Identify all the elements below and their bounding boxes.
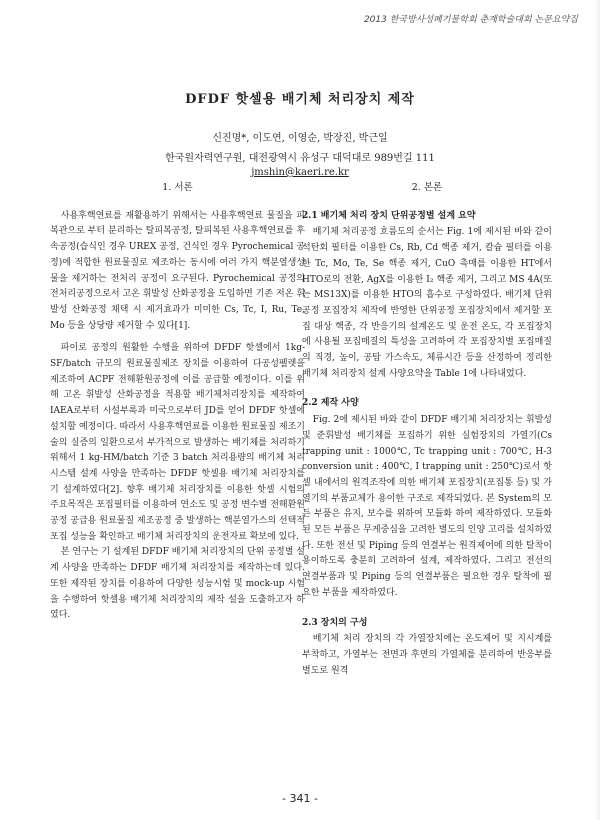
subsection-paragraph: Fig. 2에 제시된 바와 같이 DFDF 배기체 처리장치는 휘발성 및 준휘발성 배기체를 포집하기 위한 실험장치의 가열기(Cs trapping unit : 1000℃, Tc trapping unit : 700℃, H-3 conversion unit : 400℃, I trapping unit : 250℃)로서 핫셀 내에서의 원격조작에 의한 배기체 포집장치(포집통 등) 및 가열기의 부품교체가 용이한 구조로 제작되었다. 본 System의 모든 부품은 유지, 보수를 위하여 모듈화 하여 제작하였다. 모듈화 된 모든 부품은 무게중심을 고려한 별도의 인양 고리를 설치하였다. 또한 전선 및 Piping 등의 연결부는 원격제어에 의한 탈착이 용이하도록 충분히 고려하여 설계, 제작하였다. 그리고 전선의 연결부품과 및 Piping 등의 연결부품은 필요한 경우 탈착에 필요한 부품을 제작하였다. xyxy=(302,415,552,598)
subsection-heading: 2.1 배기체 처리 장치 단위공정별 설계 요약 xyxy=(302,210,476,221)
subsection-paragraph: 배기체 처리공정 흐름도의 순서는 Fig. 1에 제시된 바와 같이 석탄회 필터를 이용한 Cs, Rb, Cd 핵종 제거, 칼슘 필터를 이용한 Tc, Mo, Te, Se 핵종 제거, CuO 촉매를 이용한 HT에서 HTO로의 전환, AgX를 이용한 I₂ 핵종 제거, 그리고 MS 4A(또는 MS13X)를 이용한 HTO의 흡수로 구성하였다. 배기체 단위공정 포집장치 제작에 반영한 단위공정 포집장치에서 제거할 포집 대상 핵종, 각 반응기의 설계온도 및 운전 온도, 각 포집장치에 사용될 포집매질의 특성을 고려하여 각 포집장치별 포집매질의 직경, 높이, 공탑 가스속도, 체류시간 등을 산정하여 정리한 배기체 처리장치 설계 사양요약을 Table 1에 나타내었다. xyxy=(302,227,552,379)
subsection-heading: 2.3 장치의 구성 xyxy=(302,617,368,628)
section-heading-body: 2. 본론 xyxy=(411,182,443,193)
running-header: 2013 한국방사성폐기물학회 춘계학술대회 논문요약집 xyxy=(363,15,578,25)
intro-paragraph: 사용후핵연료를 재활용하기 위해서는 사용후핵연료 물질을 피복관으로 부터 분리하는 탈피복공정, 탈피복된 사용후핵연료를 후속공정(습식인 경우 UREX 공정, 건식인 경우 Pyrochemical 공정)에 적합한 원료물질로 제조하는 동시에 여러 가지 핵분열생성물을 제거하는 전처리 공정이 요구된다. Pyrochemical 공정의 전처리공정으로서 고온 휘발성 산화공정을 도입하면 기존 저온 휘발성 산화공정 채택 시 제거효과가 미미한 Cs, Tc, I, Ru, Te, Mo 등을 상당량 제거할 수 있다[1]. xyxy=(50,210,305,331)
title-block xyxy=(0,88,600,178)
affiliation: 한국원자력연구원, 대전광역시 유성구 대덕대로 989번길 111 xyxy=(165,153,435,164)
subsection-paragraph: 배기체 처리 장치의 각 가열장치에는 온도제어 및 지시계를 부착하고, 가열부는 전면과 후면의 가열체를 분리하여 반응부를 별도로 원격 xyxy=(302,634,552,676)
intro-paragraph: 본 연구는 기 설계된 DFDF 배기체 처리장치의 단위 공정별 설계 사양을 만족하는 DFDF 배기체 처리장치를 제작하는데 있다. 또한 제작된 장치를 이용하여 다양한 성능시험 및 mock-up 시험을 수행하여 핫셀용 배기체 처리장치의 제작 설을 도출하고자 하였다. xyxy=(50,547,305,621)
intro-paragraph: 파이로 공정의 원활한 수행을 위하여 DFDF 핫셀에서 1kg-SF/batch 규모의 원료물질제조 장치를 이용하여 다공성펠렛을 제조하여 ACPF 전해환원공정에 이를 공급할 예정이다. 이를 위해 고온 휘발성 산화공정을 적용할 배기체처리장치를 제작하여 IAEA로부터 시설부록과 미국으로부터 JD를 얻어 DFDF 핫셀에 설치할 예정이다. 따라서 사용후핵연료를 이용한 원료물질 제조기술의 실증의 일환으로서 부가적으로 발생하는 배기체를 처리하기 위해서 1 kg-HM/batch 기준 3 batch 처리용량의 배기체 처리시스템 설계 사양을 만족하는 DFDF 핫셀용 배기체 처리장치를 기 설계하였다[2]. 향후 배기체 처리장치를 이용한 핫셀 시험의 주요목적은 포집필터를 이용하여 연소도 및 공정 변수별 전해환원공정 공급용 원료물질 제조공정 중 발생하는 핵분열가스의 선택적 포집 성능을 확인하고 배기체 처리장치의 운전자료 확보에 있다. xyxy=(50,343,305,542)
right-column xyxy=(302,178,552,679)
section-heading-introduction: 1. 서론 xyxy=(162,182,193,193)
author-list: 신진명*, 이도연, 이영순, 박장진, 박근일 xyxy=(212,133,388,144)
subsection-heading: 2.2 제작 사양 xyxy=(302,398,359,409)
left-column xyxy=(50,178,305,624)
page-number: - 341 - xyxy=(282,792,318,805)
scan-edge-shadow xyxy=(594,0,600,820)
email-link[interactable]: jmshin@kaeri.re.kr xyxy=(251,167,349,178)
paper-title: DFDF 핫셀용 배기체 처리장치 제작 xyxy=(185,92,415,107)
